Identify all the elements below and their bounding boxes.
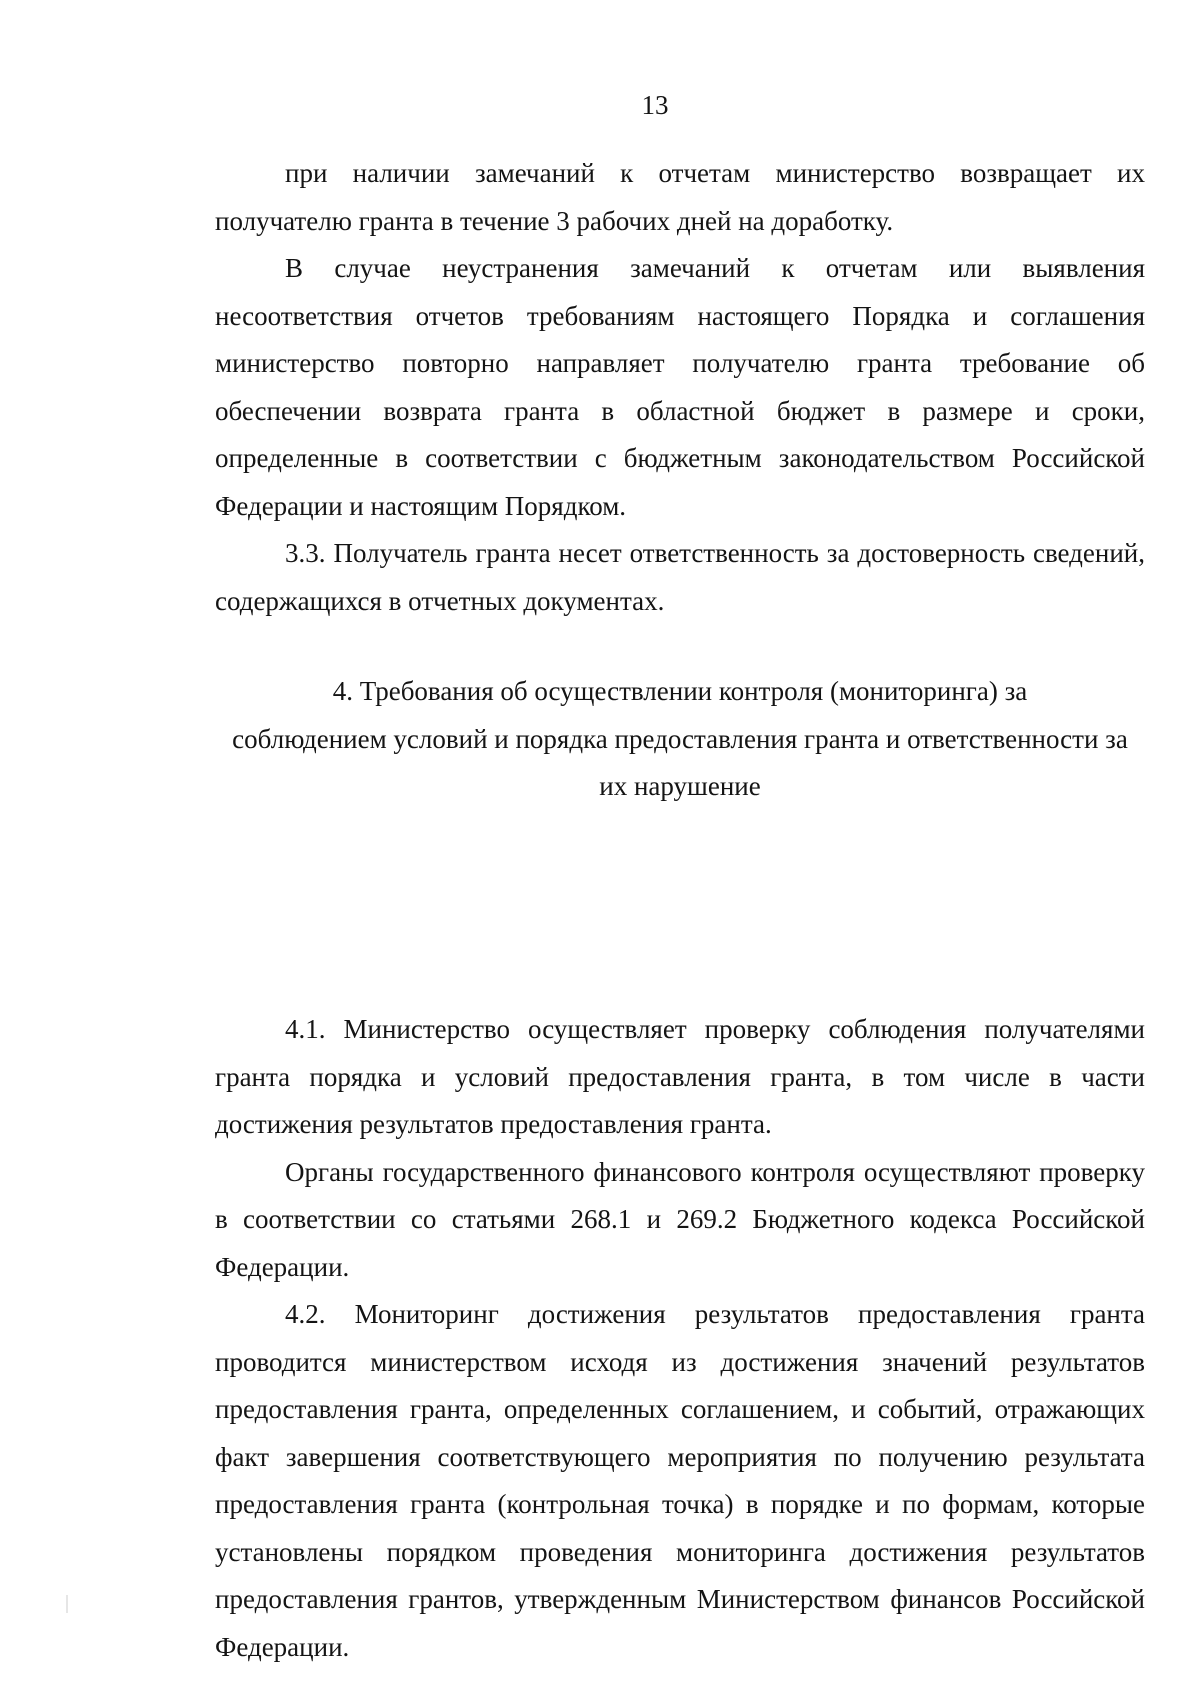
paragraph: 4.2. Мониторинг достижения результатов предоставления гранта проводится министерством исходя из достижения значений результатов предоставления гранта, определенных соглашением, и событий, отражающих факт завершения соответствующего мероприятия по получению результата предоставления гранта (контрольная точка) в порядке и по формам, которые установлены порядком проведения мониторинга достижения результатов предоставления грантов, утвержденным Министерством финансов Российской Федерации. bbox=[215, 1299, 1145, 1662]
section-heading-line: их нарушение bbox=[599, 771, 761, 801]
scan-artifact bbox=[66, 1595, 68, 1613]
body-text-before bbox=[215, 150, 1145, 625]
paragraph: В случае неустранения замечаний к отчетам или выявления несоответствия отчетов требованиям настоящего Порядка и соглашения министерство повторно направляет получателю гранта требование об обеспечении возврата гранта в областной бюджет в размере и сроки, определенные в соответствии с бюджетным законодательством Российской Федерации и настоящим Порядком. bbox=[215, 253, 1145, 521]
page-number: 13 bbox=[641, 90, 669, 120]
paragraph: 4.1. Министерство осуществляет проверку соблюдения получателями гранта порядка и условий предоставления гранта, в том числе в части достижения результатов предоставления гранта. bbox=[215, 1014, 1145, 1139]
paragraph: 3.3. Получатель гранта несет ответственность за достоверность сведений, содержащихся в отчетных документах. bbox=[215, 538, 1145, 616]
body-text-after bbox=[215, 1006, 1145, 1671]
section-heading-line: 4. Требования об осуществлении контроля (мониторинга) за bbox=[332, 676, 1028, 706]
paragraph: при наличии замечаний к отчетам министерство возвращает их получателю гранта в течение 3 рабочих дней на доработку. bbox=[215, 158, 1145, 236]
section-heading-line: соблюдением условий и порядка предоставления гранта и ответственности за bbox=[232, 723, 1128, 754]
paragraph: Органы государственного финансового контроля осуществляют проверку в соответствии со статьями 268.1 и 269.2 Бюджетного кодекса Российской Федерации. bbox=[215, 1156, 1145, 1282]
section-heading bbox=[215, 668, 1145, 811]
